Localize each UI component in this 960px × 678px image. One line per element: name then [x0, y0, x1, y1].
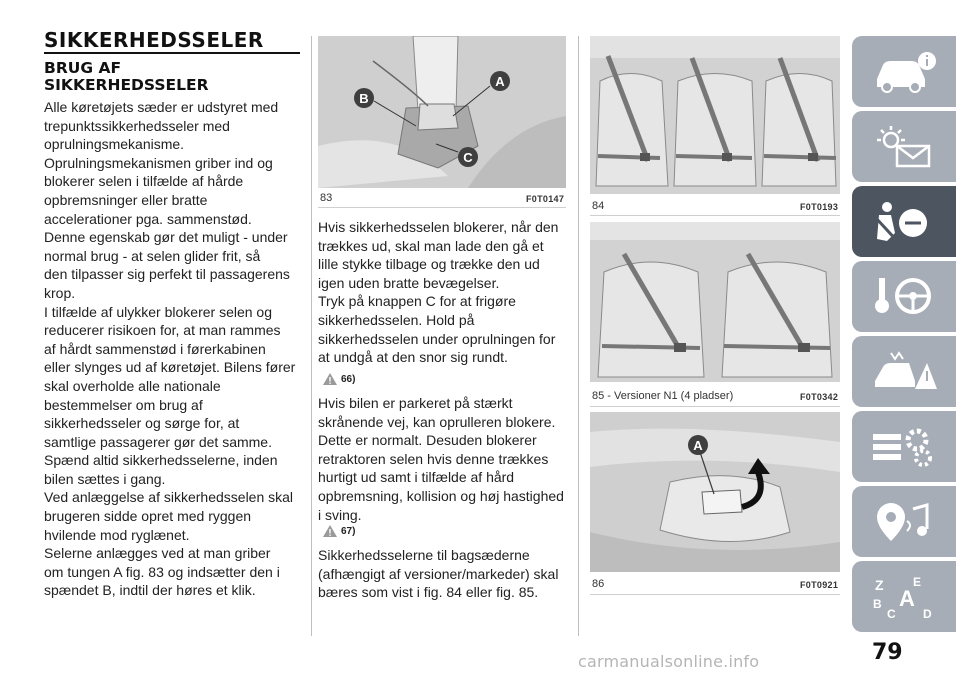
figure-83-number: 83: [320, 192, 333, 204]
tab-dashboard-lights[interactable]: [852, 111, 956, 182]
column2-block3: [318, 546, 578, 602]
tab-index[interactable]: [852, 561, 956, 632]
column2-paragraph-2: Hvis bilen er parkeret på stærkt skrånende vej, kan oprulleren blokere. Dette er normalt. Desuden blokerer retraktoren selen hvis denne trækkes hurtigt ud samt i tilfælde af hård opbremsning, kollision og høj hastighed i sving.: [318, 395, 564, 523]
section-heading: SIKKERHEDSSELER: [44, 28, 264, 52]
figure-86-code: F0T0921: [800, 580, 839, 590]
column2-paragraph-3: Sikkerhedsselerne til bagsæderne (afhængigt af versioner/markeder) skal bæres som vist i fig. 84 eller fig. 85.: [318, 547, 559, 601]
tab-car-info[interactable]: [852, 36, 956, 107]
figure-85-caption: 85 - Versioner N1 (4 pladser): [592, 390, 734, 402]
fig83-label-a: A: [495, 74, 505, 89]
figure-83-code: F0T0147: [526, 194, 565, 204]
page-number: 79: [872, 640, 903, 665]
maintenance-icon: [869, 424, 939, 470]
warning-label-67: 67): [341, 525, 356, 537]
index-letter-e: E: [913, 574, 922, 589]
fig83-label-c: C: [463, 150, 473, 165]
key-steering-icon: [869, 274, 939, 320]
figure-84-rule: [590, 215, 840, 216]
tab-emergency[interactable]: [852, 336, 956, 407]
figure-84-rear-seats: [590, 36, 840, 194]
dashboard-lights-icon: [869, 124, 939, 170]
figure-85-code: F0T0342: [800, 392, 839, 402]
index-icon: [869, 574, 939, 620]
safety-airbag-icon: [869, 199, 939, 245]
fig86-label-a: A: [693, 438, 703, 453]
watermark: carmanualsonline.info: [578, 652, 760, 671]
figure-83-rule: [318, 207, 566, 208]
column2-block1: [318, 218, 578, 367]
index-letter-d: D: [923, 606, 932, 620]
warning-label-66: 66): [341, 373, 356, 385]
fig83-label-b: B: [359, 91, 369, 106]
figure-86-number: 86: [592, 578, 605, 590]
heading-rule: [44, 52, 300, 54]
figure-86-rule: [590, 594, 840, 595]
tab-safety[interactable]: [852, 186, 956, 257]
index-letter-b: B: [873, 596, 882, 611]
figure-83-buckle: [318, 36, 566, 188]
column1-paragraph: Alle køretøjets sæder er udstyret med trepunktssikkerhedsseler med oprulningsmekanisme. Oprulningsmekanismen griber ind og blokerer selen i tilfælde af hårde opbremsninger eller bratte accelerationer pga. sammenstød. Denne egenskab gør det muligt - under normal brug - at selen glider frit, så den tilpasser sig perfekt til passagerens krop. I tilfælde af ulykker blokerer selen og reducerer risikoen for, at man rammes af hårdt sammenstød i førerkabinen eller slynges ud af køretøjet. Bilens fører skal overholde alle nationale bestemmelser om brug af sikkerhedsseler og sørge for, at samtlige passagerer gør det samme. Spænd altid sikkerhedsselerne, inden bilen sættes i gang. Ved anlæggelse af sikkerhedsselen skal brugeren sidde opret med ryggen hvilende mod ryglænet. Selerne anlægges ved at man griber om tungen A fig. 83 og indsætter den i spændet B, indtil der høres et klik.: [44, 99, 296, 599]
index-letter-c: C: [887, 606, 896, 620]
tab-multimedia[interactable]: [852, 486, 956, 557]
figure-85-rule: [590, 406, 840, 407]
warning-ref-66: [322, 372, 355, 386]
figure-85-n1-seats: [590, 222, 840, 382]
figure-86-release-button: [590, 412, 840, 572]
warning-triangle-icon: [322, 524, 338, 538]
multimedia-icon: [869, 499, 939, 545]
column1-body: [44, 98, 306, 600]
index-letter-a: A: [899, 585, 915, 611]
tab-maintenance[interactable]: [852, 411, 956, 482]
figure-84-number: 84: [592, 200, 605, 212]
column2-paragraph-1: Hvis sikkerhedsselen blokerer, når den trækkes ud, skal man lade den gå et lille stykke tilbage og trække den ud igen uden bratte bevægelser. Tryk på knappen C for at frigøre sikkerhedsselen. Hold på sikkerhedsselen under oprulningen for at undgå at den snor sig rundt.: [318, 219, 559, 366]
emergency-icon: [869, 349, 939, 395]
column-divider-2: [578, 36, 579, 636]
car-info-icon: [869, 49, 939, 95]
figure-84-code: F0T0193: [800, 202, 839, 212]
subheading: BRUG AF SIKKERHEDSSELER: [44, 59, 209, 94]
warning-ref-67: [322, 524, 355, 538]
column2-block2: [318, 394, 578, 524]
warning-triangle-icon: [322, 372, 338, 386]
column-divider-1: [311, 36, 312, 636]
tab-key-steering[interactable]: [852, 261, 956, 332]
index-letter-z: Z: [875, 576, 884, 593]
